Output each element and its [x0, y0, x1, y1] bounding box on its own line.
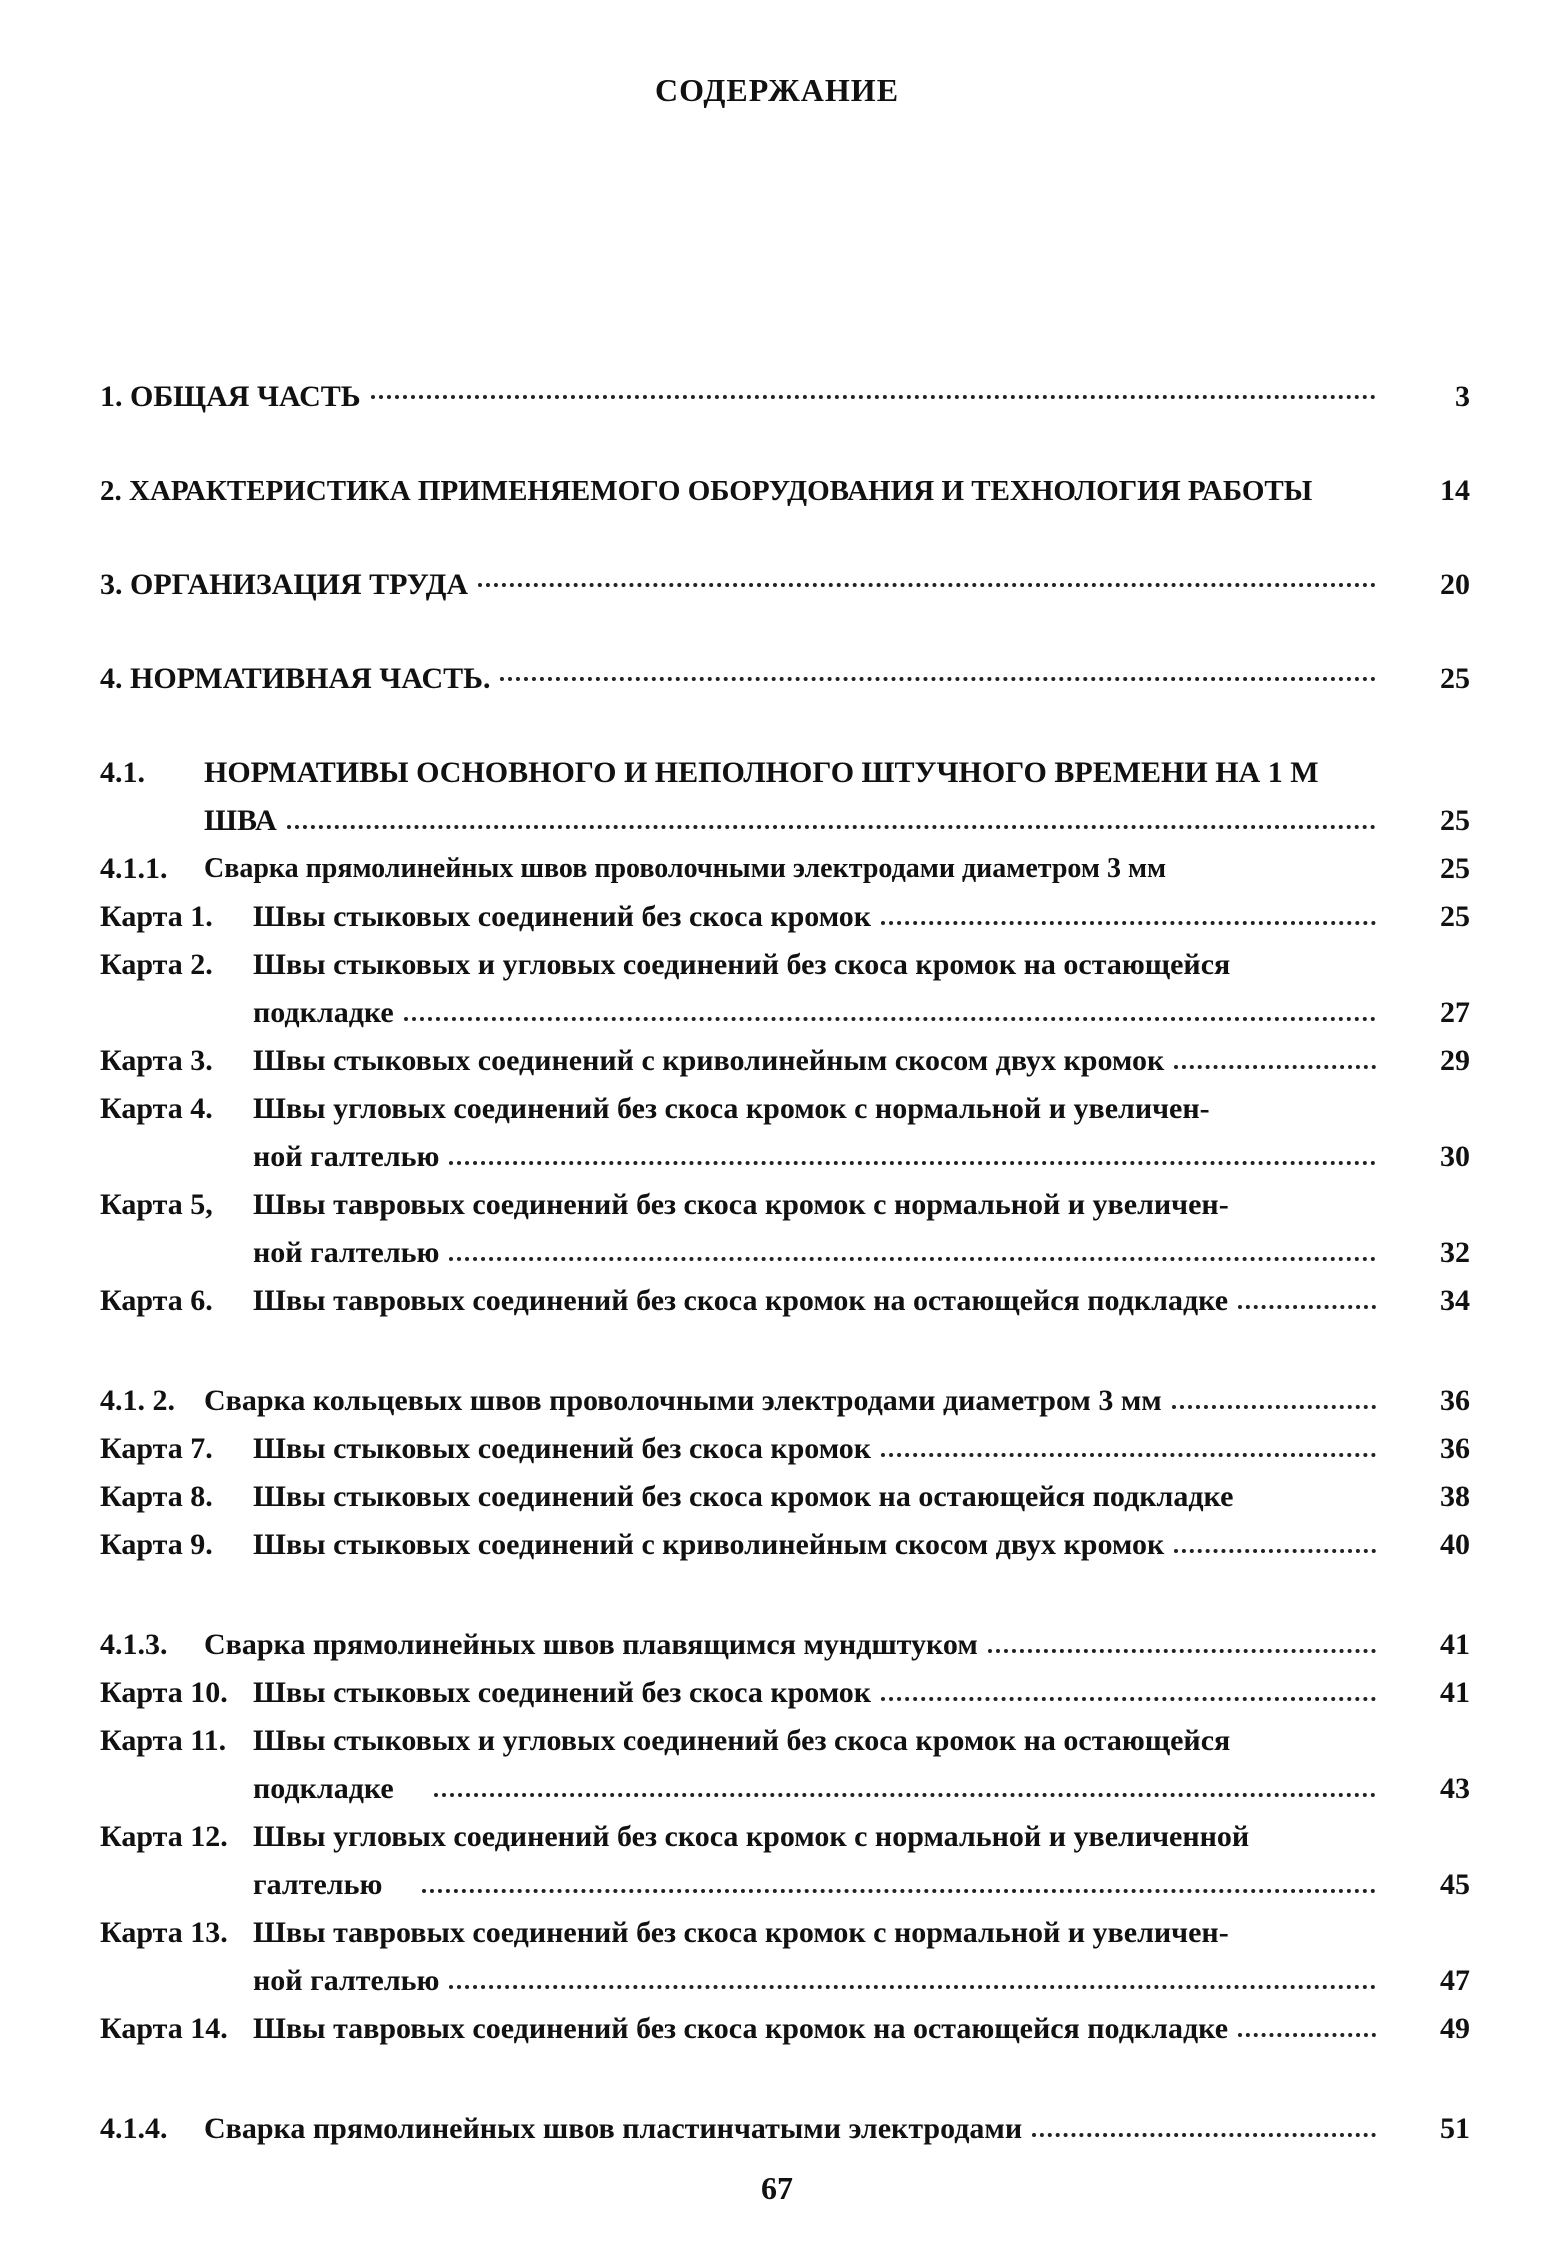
- toc-entry-page: 27: [1440, 996, 1470, 1029]
- dot-leader: [1238, 1305, 1376, 1309]
- toc-entry-label: Швы стыковых соединений без скоса кромок на остающейся подкладке: [253, 1480, 1234, 1513]
- toc-entry-label: Швы тавровых соединений без скоса кромок с нормальной и увеличен-: [253, 1916, 1229, 1949]
- toc-entry-prefix: Карта 12.: [100, 1820, 228, 1853]
- toc-entry-line: [100, 1806, 1470, 1854]
- dot-leader: [1174, 1065, 1376, 1069]
- dot-leader: [287, 825, 1376, 829]
- toc-entry-page: 30: [1440, 1140, 1470, 1173]
- toc-entry: [100, 1418, 1470, 1466]
- toc-entry-prefix: 4.1.3.: [100, 1628, 168, 1661]
- toc-entry-prefix: 4.1. 2.: [100, 1384, 175, 1417]
- dot-leader: [500, 677, 1376, 681]
- toc-entry-label: НОРМАТИВЫ ОСНОВНОГО И НЕПОЛНОГО ШТУЧНОГО ВРЕМЕНИ НА 1 М: [204, 756, 1319, 789]
- toc-entry-prefix: 4.1.4.: [100, 2112, 168, 2145]
- toc-entry-prefix: Карта 4.: [100, 1092, 213, 1125]
- toc-entry: [100, 1222, 1470, 1270]
- toc-entry-page: 29: [1440, 1044, 1470, 1077]
- toc-entry-label-cont: ной галтелью: [253, 1140, 440, 1173]
- dot-leader: [881, 1453, 1376, 1457]
- toc-entry-label: Сварка прямолинейных швов пластинчатыми электродами: [204, 2112, 1023, 2145]
- toc-entry: [100, 1030, 1470, 1078]
- toc-entry-page: 41: [1440, 1676, 1470, 1709]
- toc-entry-prefix: Карта 13.: [100, 1916, 228, 1949]
- toc-entry-page: 32: [1440, 1236, 1470, 1269]
- toc-entry: [100, 2098, 1470, 2146]
- toc-entry-label: 3. ОРГАНИЗАЦИЯ ТРУДА: [100, 568, 469, 601]
- toc-entry-line: [100, 934, 1470, 982]
- dot-leader: [434, 1793, 1376, 1797]
- toc-entry-label: Швы стыковых соединений с криволинейным скосом двух кромок: [253, 1528, 1165, 1561]
- toc-entry: [100, 1614, 1470, 1662]
- dot-leader: [881, 921, 1376, 925]
- toc-entry-label-cont: подкладке: [253, 1772, 394, 1805]
- toc-entry-page: 25: [1440, 852, 1470, 885]
- toc-entry-label-cont: ШВА: [204, 804, 277, 837]
- dot-leader: [449, 1161, 1376, 1165]
- dot-leader: [449, 1985, 1376, 1989]
- toc-entry-label: Сварка прямолинейных швов плавящимся мундштуком: [204, 1628, 978, 1661]
- toc-entry-page: 36: [1440, 1384, 1470, 1417]
- toc-entry-prefix: Карта 14.: [100, 2012, 228, 2045]
- toc-entry: [100, 1514, 1470, 1562]
- spacer: [100, 2046, 1470, 2098]
- toc-entry-prefix: 4.1.1.: [100, 852, 168, 885]
- toc-entry-label: Швы стыковых соединений с криволинейным скосом двух кромок: [253, 1044, 1165, 1077]
- toc-entry-label: Сварка кольцевых швов проволочными электродами диаметром 3 мм: [204, 1384, 1162, 1417]
- toc-entry-prefix: Карта 6.: [100, 1284, 213, 1317]
- toc-entry-line: [100, 1710, 1470, 1758]
- toc-entry-label: Швы стыковых соединений без скоса кромок: [253, 1676, 872, 1709]
- page-number: 67: [761, 2170, 793, 2206]
- spacer: [100, 1318, 1470, 1370]
- toc-entry-page: 20: [1440, 568, 1470, 601]
- toc-entry-label: Швы стыковых соединений без скоса кромок: [253, 1432, 872, 1465]
- toc-entry-prefix: Карта 2.: [100, 948, 213, 981]
- toc-entry-prefix: Карта 9.: [100, 1528, 213, 1561]
- toc-entry-prefix: Карта 5,: [100, 1188, 213, 1221]
- dot-leader: [1032, 2133, 1376, 2137]
- toc-entry-page: 25: [1440, 804, 1470, 837]
- dot-leader: [422, 1889, 1376, 1893]
- toc-entry-label-cont: подкладке: [253, 996, 394, 1029]
- toc-entry-label-cont: галтелью: [253, 1868, 383, 1901]
- dot-leader: [1172, 1405, 1376, 1409]
- toc-entry-page: 45: [1440, 1868, 1470, 1901]
- toc-entry-label: Швы угловых соединений без скоса кромок с нормальной и увеличен-: [253, 1092, 1210, 1125]
- toc-entry-page: 43: [1440, 1772, 1470, 1805]
- toc-entry-label: Швы тавровых соединений без скоса кромок с нормальной и увеличен-: [253, 1188, 1229, 1221]
- toc-entry-label-cont: ной галтелью: [253, 1964, 440, 1997]
- toc-entry-label: Швы стыковых соединений без скоса кромок: [253, 900, 872, 933]
- dot-leader: [478, 583, 1376, 587]
- toc-entry-line: [100, 1902, 1470, 1950]
- table-of-contents: [100, 350, 1470, 2146]
- toc-entry-line: [100, 1078, 1470, 1126]
- toc-entry: [100, 790, 1470, 838]
- toc-entry: [100, 1950, 1470, 1998]
- toc-entry: [100, 1998, 1470, 2046]
- toc-entry-label: 2. ХАРАКТЕРИСТИКА ПРИМЕНЯЕМОГО ОБОРУДОВАНИЯ И ТЕХНОЛОГИЯ РАБОТЫ: [100, 475, 1313, 507]
- toc-entry: [100, 1466, 1470, 1514]
- toc-entry-prefix: 4.1.: [100, 756, 145, 789]
- toc-entry: [100, 1370, 1470, 1418]
- toc-entry-prefix: Карта 8.: [100, 1480, 213, 1513]
- toc-entry: [100, 1270, 1470, 1318]
- toc-entry-label: Сварка прямолинейных швов проволочными электродами диаметром 3 мм: [204, 853, 1167, 884]
- toc-entry-page: 38: [1440, 1480, 1470, 1513]
- toc-entry-page: 3: [1455, 380, 1470, 413]
- page-title: СОДЕРЖАНИЕ: [654, 72, 900, 108]
- toc-entry: [100, 1662, 1470, 1710]
- toc-entry-label-cont: ной галтелью: [253, 1236, 440, 1269]
- toc-entry-prefix: Карта 7.: [100, 1432, 213, 1465]
- toc-entry-label: Швы тавровых соединений без скоса кромок на остающейся подкладке: [253, 2012, 1229, 2045]
- toc-entry: [100, 1854, 1470, 1902]
- toc-entry-page: 34: [1440, 1284, 1470, 1317]
- toc-entry: [100, 838, 1470, 886]
- toc-entry-prefix: Карта 3.: [100, 1044, 213, 1077]
- toc-entry-page: 14: [1440, 474, 1470, 507]
- toc-entry-prefix: Карта 11.: [100, 1724, 227, 1757]
- toc-entry: [100, 982, 1470, 1030]
- toc-entry-page: 40: [1440, 1528, 1470, 1561]
- toc-entry: [100, 350, 1470, 444]
- toc-entry-page: 41: [1440, 1628, 1470, 1661]
- dot-leader: [1174, 1549, 1376, 1553]
- toc-entry-page: 49: [1440, 2012, 1470, 2045]
- toc-entry: [100, 444, 1470, 538]
- toc-entry-line: [100, 1174, 1470, 1222]
- toc-entry-page: 47: [1440, 1964, 1470, 1997]
- toc-entry-prefix: Карта 10.: [100, 1676, 228, 1709]
- toc-entry-label: 1. ОБЩАЯ ЧАСТЬ: [100, 380, 361, 413]
- toc-entry-label: Швы стыковых и угловых соединений без скоса кромок на остающейся: [253, 948, 1231, 981]
- toc-entry-page: 36: [1440, 1432, 1470, 1465]
- toc-entry-label: Швы стыковых и угловых соединений без скоса кромок на остающейся: [253, 1724, 1231, 1757]
- toc-entry: [100, 538, 1470, 632]
- dot-leader: [449, 1257, 1376, 1261]
- dot-leader: [988, 1649, 1376, 1653]
- toc-entry-label: Швы угловых соединений без скоса кромок с нормальной и увеличенной: [253, 1820, 1250, 1853]
- toc-entry: [100, 1758, 1470, 1806]
- toc-entry-label: 4. НОРМАТИВНАЯ ЧАСТЬ.: [100, 662, 491, 695]
- toc-entry: [100, 632, 1470, 726]
- toc-entry: [100, 1126, 1470, 1174]
- dot-leader: [404, 1017, 1376, 1021]
- spacer: [100, 1562, 1470, 1614]
- toc-entry-page: 51: [1440, 2112, 1470, 2145]
- toc-entry: [100, 886, 1470, 934]
- toc-entry-page: 25: [1440, 900, 1470, 933]
- dot-leader: [1238, 2033, 1376, 2037]
- dot-leader: [371, 395, 1376, 399]
- toc-entry-page: 25: [1440, 662, 1470, 695]
- toc-entry-prefix: Карта 1.: [100, 900, 213, 933]
- dot-leader: [881, 1697, 1376, 1701]
- toc-entry-label: Швы тавровых соединений без скоса кромок на остающейся подкладке: [253, 1284, 1229, 1317]
- toc-entry-line: [100, 726, 1470, 790]
